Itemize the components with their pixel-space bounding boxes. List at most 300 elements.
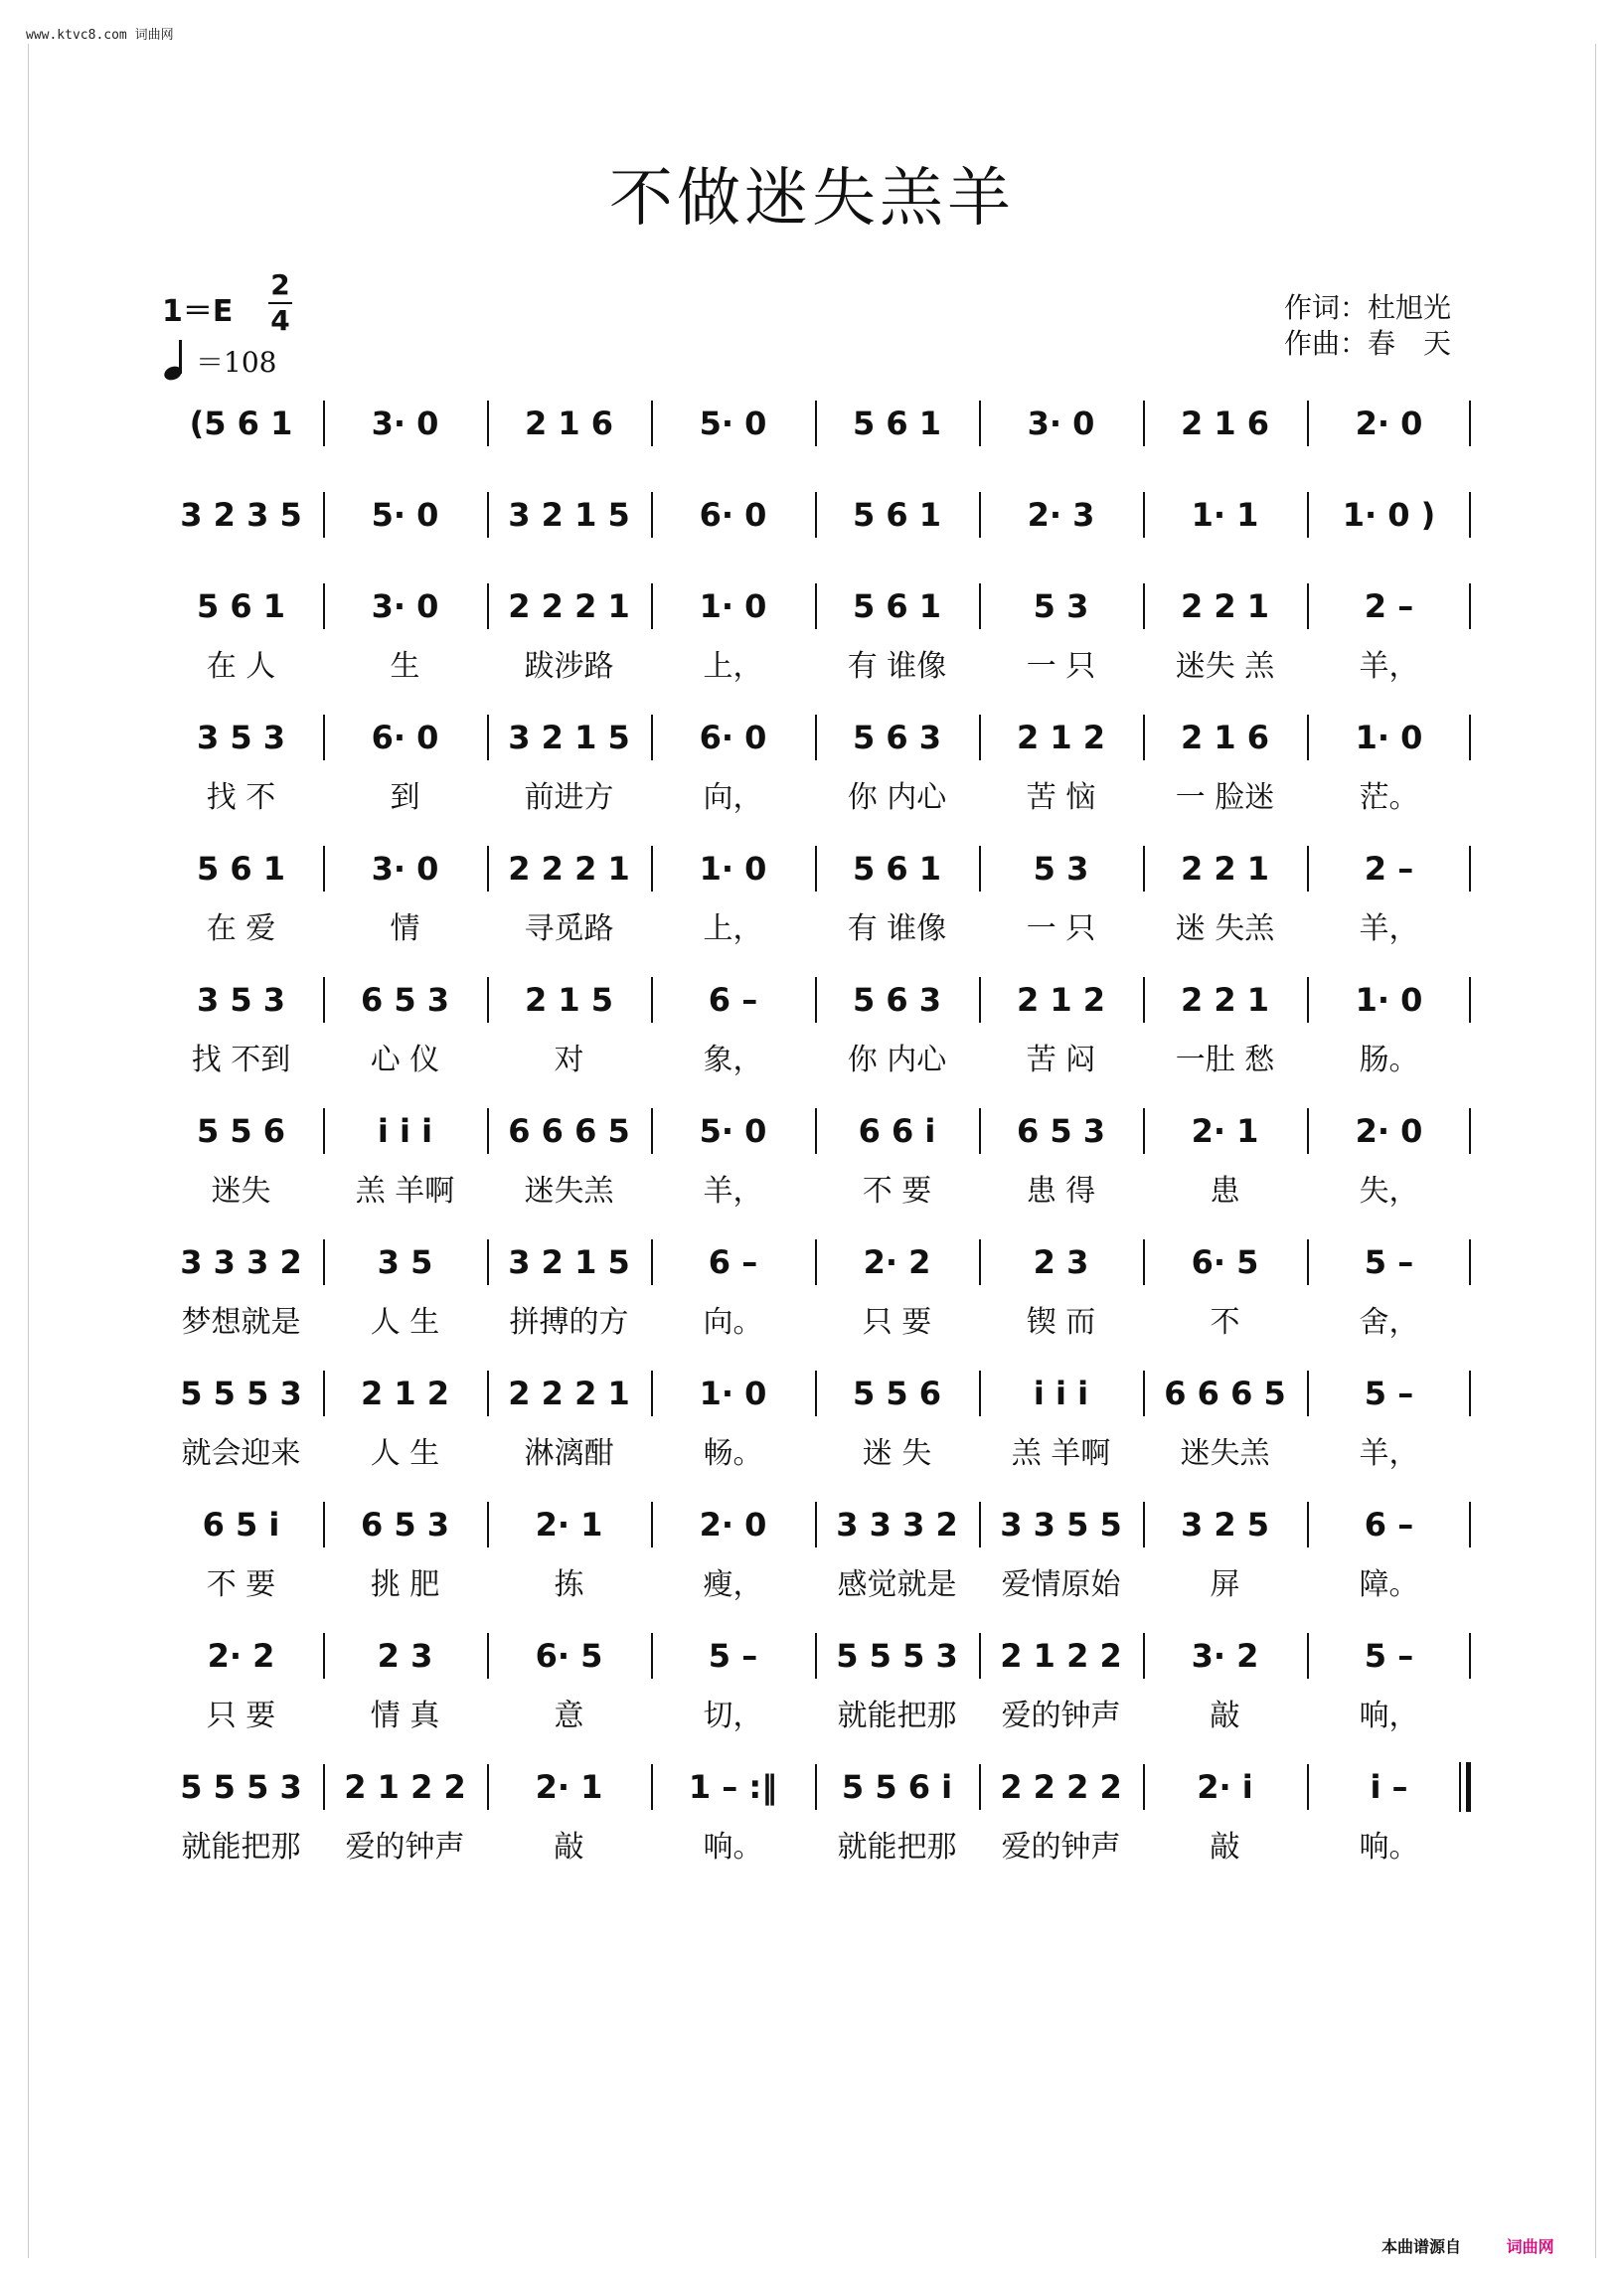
notation-line	[159, 707, 1471, 768]
measure	[323, 1494, 487, 1555]
measure-notes: 2 –	[1364, 587, 1414, 625]
lyric-segment: 不	[1210, 1305, 1240, 1340]
lyric-segment: 响。	[1359, 1830, 1419, 1865]
measure-notes: 3· 0	[371, 405, 439, 442]
measure-notes: 6· 0	[371, 719, 439, 756]
measure	[323, 1756, 487, 1818]
measure-notes: 5 6 3	[852, 981, 942, 1019]
lyric-segment: 爱情原始	[1001, 1567, 1121, 1602]
measure-notes: 3 5 3	[196, 981, 286, 1019]
quarter-note-icon	[162, 340, 192, 382]
lyric-segment: 不 要	[206, 1567, 276, 1602]
score-system	[159, 1625, 1471, 1756]
lyrics-line	[159, 1687, 1471, 1738]
measure-notes: 5 5 6 i	[841, 1768, 953, 1806]
measure	[651, 393, 815, 454]
measure	[1307, 1625, 1471, 1687]
measure-notes: 2· 1	[1191, 1112, 1259, 1150]
lyric-segment: 屏	[1210, 1567, 1240, 1602]
lyric-segment: 拣	[554, 1567, 584, 1602]
measure-notes: 2 1 2	[1016, 981, 1106, 1019]
measure	[323, 484, 487, 546]
measure-notes: 2· 0	[699, 1506, 767, 1544]
measure-notes: 5 6 1	[852, 405, 942, 442]
measure-notes: 6 5 3	[360, 1506, 450, 1544]
measure-notes: 6 5 3	[1016, 1112, 1106, 1150]
notation-line	[159, 1756, 1471, 1818]
measure	[651, 1100, 815, 1162]
time-signature	[268, 270, 292, 336]
measure	[979, 1363, 1143, 1424]
lyric-segment: 就能把那	[181, 1830, 301, 1865]
measure	[1143, 484, 1307, 546]
measure	[323, 1231, 487, 1293]
lyric-segment: 舍，	[1359, 1305, 1419, 1340]
meter-top: 2	[270, 268, 290, 301]
measure	[651, 969, 815, 1031]
lyric-segment: 羔 羊啊	[1011, 1436, 1111, 1471]
lyric-segment: 羊，	[703, 1174, 763, 1209]
measure-notes: 1 – :‖	[688, 1768, 778, 1806]
measure	[979, 707, 1143, 768]
measure	[323, 393, 487, 454]
measure-notes: 3· 2	[1191, 1637, 1259, 1675]
measure-notes: 2 1 6	[1180, 405, 1270, 442]
lyric-segment: 患 得	[1026, 1174, 1096, 1209]
lyric-segment: 苦 闷	[1026, 1043, 1096, 1077]
measure-notes: 3· 0	[371, 587, 439, 625]
measure-notes: 2· 0	[1355, 405, 1423, 442]
measure	[815, 393, 979, 454]
measure	[159, 484, 323, 546]
lyric-segment: 响，	[1359, 1699, 1419, 1733]
measure-notes: 2· 3	[1027, 496, 1095, 534]
lyric-segment: 羊，	[1359, 649, 1419, 684]
measure-notes: 5 5 5 3	[180, 1375, 302, 1412]
measure	[159, 575, 323, 637]
measure	[815, 1363, 979, 1424]
measure-notes: 3 2 1 5	[508, 1243, 630, 1281]
lyric-segment: 响。	[703, 1830, 763, 1865]
measure-notes: 1· 0 )	[1342, 496, 1436, 534]
measure-notes: 5 5 5 3	[836, 1637, 958, 1675]
measure	[1143, 1756, 1307, 1818]
lyric-segment: 敲	[1210, 1830, 1240, 1865]
measure	[323, 1625, 487, 1687]
lyric-segment: 只 要	[862, 1305, 932, 1340]
measure-notes: 6· 0	[699, 496, 767, 534]
measure	[487, 393, 651, 454]
measure	[979, 393, 1143, 454]
measure-notes: 5 5 6	[196, 1112, 286, 1150]
lyric-segment: 寻觅路	[524, 911, 614, 946]
measure-notes: 5 –	[1364, 1375, 1414, 1412]
lyric-segment: 敲	[1210, 1699, 1240, 1733]
measure	[1307, 1494, 1471, 1555]
lyric-segment: 一 脸迷	[1175, 780, 1275, 815]
measure-notes: 2· 2	[863, 1243, 931, 1281]
song-title: 不做迷失羔羊	[609, 162, 1015, 236]
measure	[979, 484, 1143, 546]
lyric-segment: 锲 而	[1026, 1305, 1096, 1340]
measure-notes: 2 1 6	[524, 405, 614, 442]
lyric-segment: 拼搏的方	[509, 1305, 629, 1340]
measure	[159, 1100, 323, 1162]
lyricist-credit: 作词：杜旭光	[1284, 291, 1452, 324]
measure	[979, 1625, 1143, 1687]
key-signature: 1＝E	[162, 294, 234, 329]
measure-notes: 3 5	[377, 1243, 433, 1281]
notation-line	[159, 484, 1471, 546]
measure	[1307, 1756, 1471, 1818]
lyric-segment: 上，	[703, 649, 763, 684]
measure	[1143, 1231, 1307, 1293]
lyric-segment: 在 爱	[206, 911, 276, 946]
measure-notes: 2 2 2 1	[508, 587, 630, 625]
score-system	[159, 969, 1471, 1100]
notation-line	[159, 393, 1471, 454]
lyric-segment: 对	[554, 1043, 584, 1077]
lyric-segment: 爱的钟声	[345, 1830, 465, 1865]
measure	[323, 969, 487, 1031]
lyric-segment: 失，	[1359, 1174, 1419, 1209]
score-system	[159, 575, 1471, 707]
credits	[1284, 290, 1451, 362]
measure	[979, 969, 1143, 1031]
lyric-segment: 茫。	[1359, 780, 1419, 815]
measure-notes: 5 5 6	[852, 1375, 942, 1412]
measure	[159, 1494, 323, 1555]
lyric-segment: 苦 恼	[1026, 780, 1096, 815]
measure	[1307, 1363, 1471, 1424]
lyric-segment: 梦想就是	[181, 1305, 301, 1340]
measure	[1307, 484, 1471, 546]
measure-notes: 6 –	[708, 981, 758, 1019]
lyric-segment: 人 生	[370, 1436, 440, 1471]
measure-notes: 3 2 5	[1180, 1506, 1270, 1544]
lyric-segment: 肠。	[1359, 1043, 1419, 1077]
score-system	[159, 393, 1471, 484]
measure-notes: 2 1 2	[1016, 719, 1106, 756]
lyric-segment: 迷失	[211, 1174, 271, 1209]
lyrics-line	[159, 1031, 1471, 1082]
measure-notes: 2 2 1	[1180, 981, 1270, 1019]
measure	[1143, 969, 1307, 1031]
measure	[159, 1756, 323, 1818]
notation-line	[159, 969, 1471, 1031]
tempo-marking	[162, 340, 276, 382]
measure-notes: 3 3 3 2	[836, 1506, 958, 1544]
measure	[1307, 707, 1471, 768]
measure-notes: 2 1 2 2	[344, 1768, 466, 1806]
measure-notes: 2· i	[1197, 1768, 1253, 1806]
measure-notes: 2 1 2 2	[1000, 1637, 1122, 1675]
measure	[159, 838, 323, 899]
measure-notes: 2· 1	[535, 1506, 603, 1544]
measure	[1143, 707, 1307, 768]
measure-notes: 3 2 3 5	[180, 496, 302, 534]
measure	[1143, 838, 1307, 899]
measure-notes: 5 6 1	[852, 587, 942, 625]
lyric-segment: 生	[390, 649, 420, 684]
footer-brand: 词曲网	[1506, 2237, 1554, 2256]
score	[159, 393, 1471, 1887]
measure	[159, 393, 323, 454]
measure-notes: 5 6 3	[852, 719, 942, 756]
lyrics-line	[159, 1162, 1471, 1214]
measure	[159, 969, 323, 1031]
measure	[815, 484, 979, 546]
measure	[487, 575, 651, 637]
measure	[979, 838, 1143, 899]
measure-notes: 3 2 1 5	[508, 496, 630, 534]
notation-line	[159, 1100, 1471, 1162]
lyric-segment: 羊，	[1359, 911, 1419, 946]
measure-notes: 1· 0	[699, 850, 767, 888]
measure-notes: 3 3 3 2	[180, 1243, 302, 1281]
measure-notes: 6· 5	[535, 1637, 603, 1675]
measure	[1143, 1100, 1307, 1162]
measure	[651, 575, 815, 637]
composer-credit: 作曲：春 天	[1284, 327, 1452, 360]
lyrics-line	[159, 899, 1471, 951]
measure-notes: 6 –	[708, 1243, 758, 1281]
measure-notes: 6 6 i	[858, 1112, 936, 1150]
notation-line	[159, 1494, 1471, 1555]
measure	[815, 1756, 979, 1818]
measure-notes: 2· 1	[535, 1768, 603, 1806]
measure-notes: 6 5 3	[360, 981, 450, 1019]
measure	[323, 838, 487, 899]
measure	[159, 1363, 323, 1424]
notation-line	[159, 1363, 1471, 1424]
measure	[487, 1756, 651, 1818]
measure	[815, 1494, 979, 1555]
lyric-segment: 有 谁像	[847, 649, 947, 684]
measure	[1143, 393, 1307, 454]
measure	[815, 969, 979, 1031]
lyric-segment: 瘦，	[703, 1567, 763, 1602]
measure	[979, 1494, 1143, 1555]
lyric-segment: 只 要	[206, 1699, 276, 1733]
measure	[1143, 1363, 1307, 1424]
measure	[651, 838, 815, 899]
lyric-segment: 找 不到	[191, 1043, 291, 1077]
notation-line	[159, 838, 1471, 899]
measure-notes: 6· 5	[1191, 1243, 1259, 1281]
measure	[651, 1625, 815, 1687]
measure	[487, 1625, 651, 1687]
measure	[487, 1231, 651, 1293]
measure-notes: 2 2 2 1	[508, 850, 630, 888]
measure	[815, 1231, 979, 1293]
lyric-segment: 就会迎来	[181, 1436, 301, 1471]
footer-label: 本曲谱源自	[1381, 2237, 1462, 2256]
measure	[815, 707, 979, 768]
notation-line	[159, 1625, 1471, 1687]
lyric-segment: 情 真	[370, 1699, 440, 1733]
lyrics-line	[159, 1555, 1471, 1607]
lyrics-line	[159, 637, 1471, 689]
lyric-segment: 一 只	[1026, 911, 1096, 946]
measure-notes: 5 –	[1364, 1637, 1414, 1675]
lyric-segment: 就能把那	[837, 1830, 957, 1865]
measure	[651, 707, 815, 768]
measure-notes: i i i	[1033, 1375, 1089, 1412]
measure	[815, 838, 979, 899]
lyric-segment: 迷失 羔	[1175, 649, 1275, 684]
measure-notes: 5· 0	[699, 1112, 767, 1150]
lyric-segment: 爱的钟声	[1001, 1830, 1121, 1865]
measure	[323, 1363, 487, 1424]
measure-notes: 5 6 1	[196, 587, 286, 625]
measure-notes: i –	[1370, 1768, 1408, 1806]
score-system	[159, 838, 1471, 969]
measure-notes: 5· 0	[699, 405, 767, 442]
lyric-segment: 上，	[703, 911, 763, 946]
measure-notes: 2· 2	[207, 1637, 275, 1675]
lyric-segment: 淋漓酣	[524, 1436, 614, 1471]
measure	[651, 1231, 815, 1293]
measure-notes: 2 2 2 2	[1000, 1768, 1122, 1806]
lyric-segment: 向。	[703, 1305, 763, 1340]
measure-notes: 2 1 6	[1180, 719, 1270, 756]
source-watermark: www.ktvc8.com 词曲网	[26, 28, 174, 43]
lyric-segment: 到	[390, 780, 420, 815]
measure-notes: 5 6 1	[852, 496, 942, 534]
lyric-segment: 你 内心	[847, 1043, 947, 1077]
lyric-segment: 迷 失	[862, 1436, 932, 1471]
measure	[323, 1100, 487, 1162]
lyric-segment: 有 谁像	[847, 911, 947, 946]
lyrics-line	[159, 1424, 1471, 1476]
lyric-segment: 迷失羔	[1180, 1436, 1270, 1471]
measure-notes: 2 –	[1364, 850, 1414, 888]
footer	[1381, 2234, 1554, 2257]
measure-notes: 5· 0	[371, 496, 439, 534]
score-system	[159, 1231, 1471, 1363]
meter-bottom: 4	[270, 304, 290, 337]
measure	[323, 707, 487, 768]
measure	[159, 1231, 323, 1293]
lyric-segment: 意	[554, 1699, 584, 1733]
measure-notes: 3· 0	[1027, 405, 1095, 442]
measure-notes: 5 6 1	[852, 850, 942, 888]
measure-notes: 2 2 1	[1180, 850, 1270, 888]
measure-notes: (5 6 1	[189, 405, 293, 442]
measure	[979, 1100, 1143, 1162]
lyric-segment: 就能把那	[837, 1699, 957, 1733]
score-system	[159, 707, 1471, 838]
lyrics-line	[159, 1818, 1471, 1870]
lyric-segment: 不 要	[862, 1174, 932, 1209]
lyrics-line	[159, 1293, 1471, 1345]
lyric-segment: 患	[1210, 1174, 1240, 1209]
lyric-segment: 一肚 愁	[1175, 1043, 1275, 1077]
measure-notes: 3 2 1 5	[508, 719, 630, 756]
measure	[815, 575, 979, 637]
measure-notes: i i i	[377, 1112, 433, 1150]
measure	[159, 1625, 323, 1687]
measure-notes: 1· 0	[699, 587, 767, 625]
measure	[487, 838, 651, 899]
measure	[979, 575, 1143, 637]
measure	[487, 969, 651, 1031]
score-system	[159, 1494, 1471, 1625]
lyric-segment: 人 生	[370, 1305, 440, 1340]
measure-notes: 6 5 i	[202, 1506, 280, 1544]
notation-line	[159, 575, 1471, 637]
measure-notes: 5 –	[708, 1637, 758, 1675]
score-system	[159, 1100, 1471, 1231]
measure-notes: 5 3	[1033, 587, 1089, 625]
measure-notes: 1· 0	[1355, 981, 1423, 1019]
measure	[651, 1494, 815, 1555]
measure	[979, 1756, 1143, 1818]
measure-notes: 2 2 1	[1180, 587, 1270, 625]
measure-notes: 2 1 2	[360, 1375, 450, 1412]
measure-notes: 1· 0	[1355, 719, 1423, 756]
lyric-segment: 前进方	[524, 780, 614, 815]
lyric-segment: 情	[390, 911, 420, 946]
measure-notes: 6 –	[1364, 1506, 1414, 1544]
lyric-segment: 障。	[1359, 1567, 1419, 1602]
measure-notes: 3 3 5 5	[1000, 1506, 1122, 1544]
measure	[1307, 575, 1471, 637]
measure	[1307, 1100, 1471, 1162]
measure-notes: 2 1 5	[524, 981, 614, 1019]
measure	[651, 1756, 815, 1818]
measure-notes: 6 6 6 5	[508, 1112, 630, 1150]
lyrics-line	[159, 768, 1471, 820]
lyric-segment: 一 只	[1026, 649, 1096, 684]
measure	[1307, 969, 1471, 1031]
measure	[323, 575, 487, 637]
lyric-segment: 羊，	[1359, 1436, 1419, 1471]
measure	[815, 1100, 979, 1162]
measure	[1307, 1231, 1471, 1293]
lyric-segment: 敲	[554, 1830, 584, 1865]
measure-notes: 2 2 2 1	[508, 1375, 630, 1412]
measure	[815, 1625, 979, 1687]
measure-notes: 1· 0	[699, 1375, 767, 1412]
measure	[1307, 393, 1471, 454]
measure	[1143, 575, 1307, 637]
measure	[159, 707, 323, 768]
lyric-segment: 感觉就是	[837, 1567, 957, 1602]
notation-line	[159, 1231, 1471, 1293]
lyric-segment: 在 人	[206, 649, 276, 684]
lyric-segment: 畅。	[703, 1436, 763, 1471]
measure	[1143, 1625, 1307, 1687]
score-system	[159, 484, 1471, 575]
lyric-segment: 迷失羔	[524, 1174, 614, 1209]
lyric-segment: 羔 羊啊	[355, 1174, 455, 1209]
tempo-value: ＝108	[196, 346, 277, 379]
lyric-segment: 切，	[703, 1699, 763, 1733]
measure-notes: 5 5 5 3	[180, 1768, 302, 1806]
measure	[651, 484, 815, 546]
measure	[487, 1363, 651, 1424]
measure-notes: 5 6 1	[196, 850, 286, 888]
measure	[651, 1363, 815, 1424]
measure-notes: 2 3	[377, 1637, 433, 1675]
measure-notes: 2· 0	[1355, 1112, 1423, 1150]
lyric-segment: 找 不	[206, 780, 276, 815]
measure	[1143, 1494, 1307, 1555]
lyric-segment: 跋涉路	[524, 649, 614, 684]
measure-notes: 2 3	[1033, 1243, 1089, 1281]
